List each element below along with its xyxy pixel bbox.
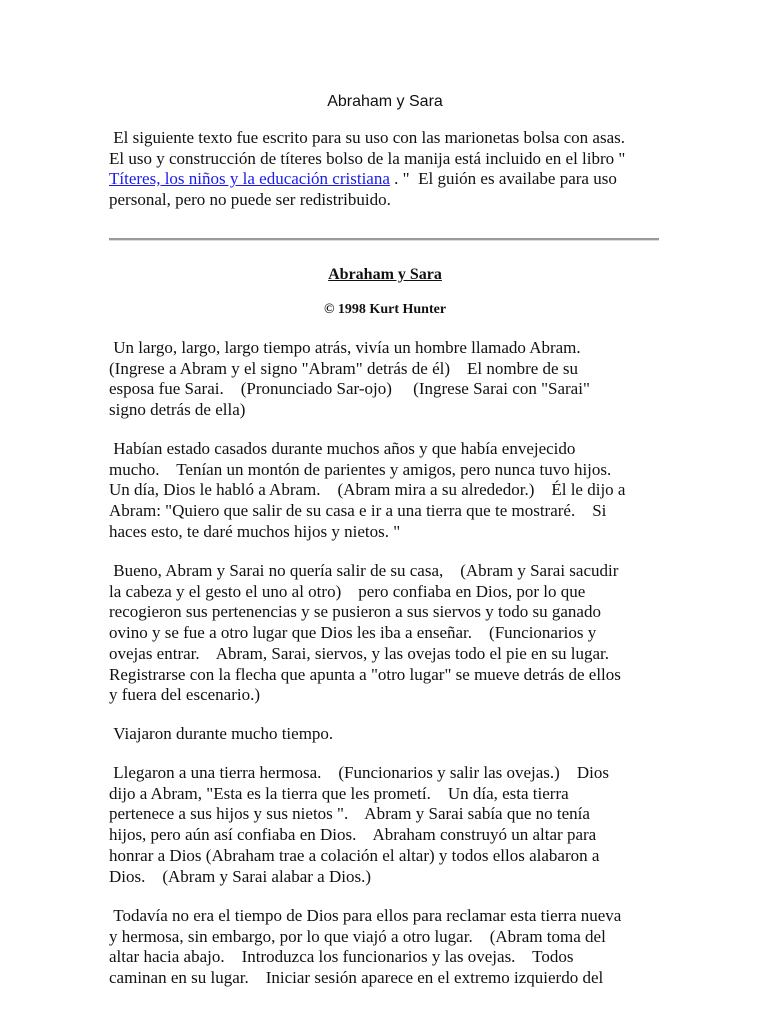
horizontal-divider (109, 238, 659, 241)
script-title: Abraham y Sara (328, 266, 442, 283)
book-link[interactable]: Títeres, los niños y la educación cristiana (109, 169, 390, 188)
intro-text-after: . " El guión es availabe para uso personal, pero no puede ser redistribuido. (109, 169, 617, 209)
story-paragraph-3: Bueno, Abram y Sarai no quería salir de su casa, (Abram y Sarai sacudir la cabeza y el gesto el uno al otro) pero confiaba en Dios, por lo que recogieron sus pertenencias y se pusieron a sus siervos y todo su ganado ovino y se fue a otro lugar que Dios les iba a enseñar. (Funcionarios y ovejas entrar. Abram, Sarai, siervos, y las ovejas todo el pie en su lugar. Registrarse con la flecha que apunta a "otro lugar" se mueve detrás de ellos y fuera del escenario.) (109, 561, 621, 705)
story-paragraph-2: Habían estado casados durante muchos años y que había envejecido mucho. Tenían un montón de parientes y amigos, pero nunca tuvo hijos. Un día, Dios le habló a Abram. (Abram mira a su alrededor.) Él le dijo a Abram: "Quiero que salir de su casa e ir a una tierra que te mostraré. Si haces esto, te daré muchos hijos y nietos. " (109, 439, 626, 541)
copyright-line: © 1998 Kurt Hunter (323, 302, 447, 317)
story-paragraph-6: Todavía no era el tiempo de Dios para ellos para reclamar esta tierra nueva y hermosa, sin embargo, por lo que viajó a otro lugar. (Abram toma del altar hacia abajo. Introduzca los funcionarios y las ovejas. Todos caminan en su lugar. Iniciar sesión aparece en el extremo izquierdo del (109, 906, 622, 988)
story-paragraph-5: Llegaron a una tierra hermosa. (Funcionarios y salir las ovejas.) Dios dijo a Abram, "Esta es la tierra que les prometí. Un día, esta tierra pertenece a sus hijos y sus nietos ". Abram y Sarai sabía que no tenía hijos, pero aún así confiaba en Dios. Abraham construyó un altar para honrar a Dios (Abraham trae a colación el altar) y todos ellos alabaron a Dios. (Abram y Sarai alabar a Dios.) (109, 763, 609, 886)
intro-text-before: El siguiente texto fue escrito para su uso con las marionetas bolsa con asas. El uso y construcción de títeres bolso de la manija está incluido en el libro " (109, 128, 626, 168)
document-title: Abraham y Sara (327, 93, 443, 110)
story-paragraph-1: Un largo, largo, largo tiempo atrás, vivía un hombre llamado Abram. (Ingrese a Abram y el signo "Abram" detrás de él) El nombre de su esposa fue Sarai. (Pronunciado Sar-ojo) (Ingrese Sarai con "Sarai" signo detrás de ella) (109, 338, 590, 420)
intro-paragraph (109, 128, 661, 210)
story-paragraph-4: Viajaron durante mucho tiempo. (109, 724, 334, 743)
